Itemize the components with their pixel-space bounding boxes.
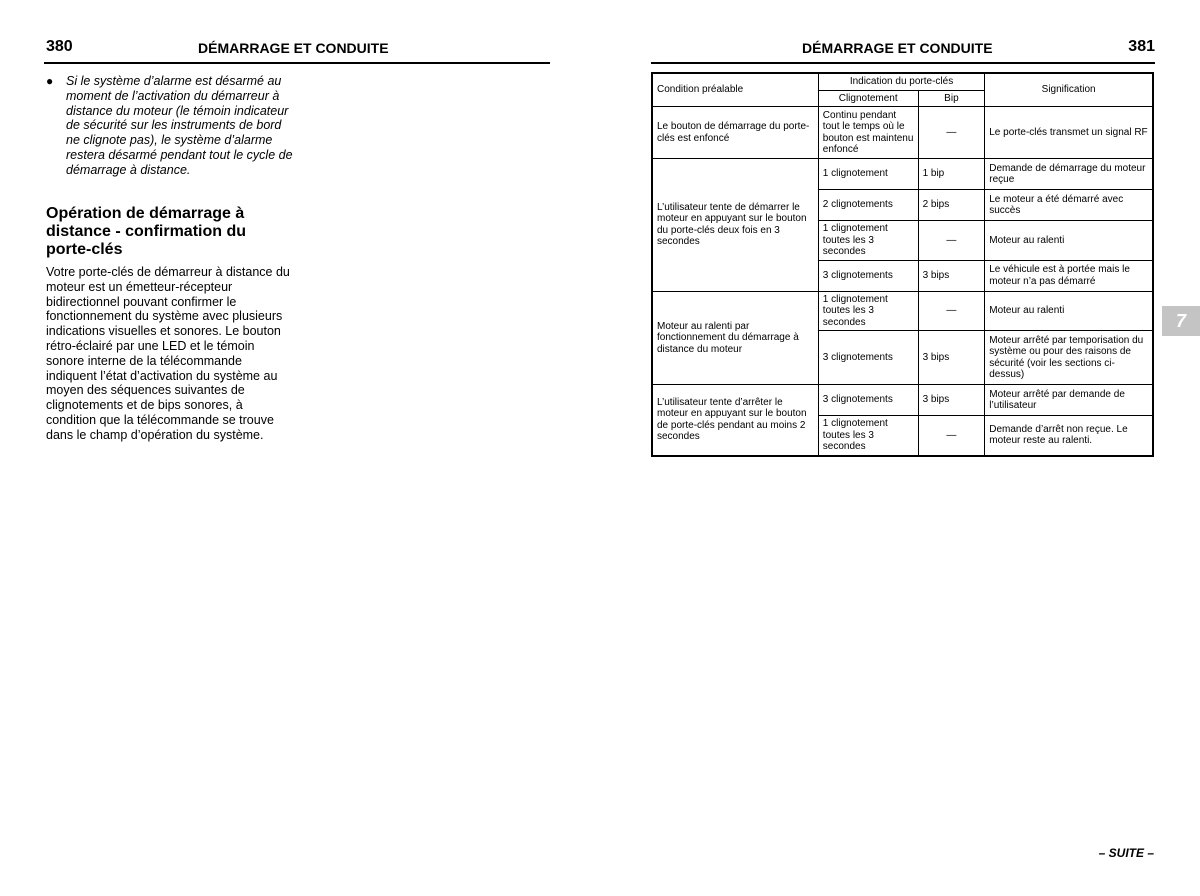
cell-bip: — <box>918 107 985 159</box>
cell-bip: 2 bips <box>918 190 985 221</box>
left-page-number: 380 <box>46 38 73 55</box>
cell-clignotement: Continu pendant tout le temps où le bouton est maintenu enfoncé <box>818 107 918 159</box>
left-page-title: DÉMARRAGE ET CONDUITE <box>198 40 389 56</box>
cell-signification: Moteur arrêté par temporisation du système ou pour des raisons de sécurité (voir les sections ci-dessus) <box>985 331 1153 385</box>
header-condition: Condition préalable <box>652 73 818 107</box>
cell-bip: — <box>918 221 985 261</box>
header-signification: Signification <box>985 73 1153 107</box>
table-row <box>652 159 1153 190</box>
cell-clignotement: 1 clignotement <box>818 159 918 190</box>
cell-bip: 1 bip <box>918 159 985 190</box>
cell-signification: Demande de démarrage du moteur reçue <box>985 159 1153 190</box>
cell-condition: L’utilisateur tente d’arrêter le moteur en appuyant sur le bouton de porte-clés pendant au moins 2 secondes <box>652 385 818 456</box>
alarm-bullet-text: Si le système d’alarme est désarmé au moment de l’activation du démarreur à distance du moteur (le témoin indicateur de sécurité sur les instruments de bord ne clignote pas), le système d’alarme restera désarmé pendant tout le cycle de démarrage à distance. <box>66 74 293 177</box>
header-clignotement: Clignotement <box>818 90 918 107</box>
cell-clignotement: 2 clignotements <box>818 190 918 221</box>
cell-condition: Le bouton de démarrage du porte-clés est enfoncé <box>652 107 818 159</box>
cell-bip: — <box>918 416 985 456</box>
cell-bip: 3 bips <box>918 385 985 416</box>
table-row <box>652 107 1153 159</box>
cell-clignotement: 3 clignotements <box>818 260 918 291</box>
left-page-header <box>44 38 550 64</box>
signals-table <box>651 72 1154 457</box>
bullet-dot-icon: ● <box>46 74 54 88</box>
cell-signification: Le porte-clés transmet un signal RF <box>985 107 1153 159</box>
cell-clignotement: 1 clignotement toutes les 3 secondes <box>818 416 918 456</box>
section-heading: Opération de démarrage à distance - confirmation du porte-clés <box>46 205 247 258</box>
cell-signification: Le véhicule est à portée mais le moteur n’a pas démarré <box>985 260 1153 291</box>
header-indication: Indication du porte-clés <box>818 73 984 90</box>
right-page-header <box>651 38 1155 64</box>
cell-clignotement: 3 clignotements <box>818 331 918 385</box>
alarm-bullet <box>46 74 296 178</box>
cell-clignotement: 1 clignotement toutes les 3 secondes <box>818 291 918 331</box>
cell-signification: Moteur au ralenti <box>985 291 1153 331</box>
table-row <box>652 385 1153 416</box>
header-bip: Bip <box>918 90 985 107</box>
body-paragraph: Votre porte-clés de démarreur à distance du moteur est un émetteur-récepteur bidirectionnel pouvant confirmer le fonctionnement du système avec plusieurs indications visuelles et sonores. Le bouton rétro-éclairé par une LED et le témoin sonore interne de la télécommande indiquent l’état d’activation du système au moyen des séquences suivantes de clignotements et de bips sonores, à condition que la télécommande se trouve dans le champ d’opération du système. <box>46 265 290 442</box>
cell-signification: Le moteur a été démarré avec succès <box>985 190 1153 221</box>
right-page-title: DÉMARRAGE ET CONDUITE <box>802 40 993 56</box>
cell-signification: Moteur au ralenti <box>985 221 1153 261</box>
cell-condition: L’utilisateur tente de démarrer le moteur en appuyant sur le bouton du porte-clés deux fois en 3 secondes <box>652 159 818 292</box>
table-header-row <box>652 73 1153 90</box>
chapter-tab: 7 <box>1162 306 1200 336</box>
cell-bip: 3 bips <box>918 260 985 291</box>
cell-clignotement: 3 clignotements <box>818 385 918 416</box>
table-row <box>652 291 1153 331</box>
cell-bip: 3 bips <box>918 331 985 385</box>
cell-signification: Demande d’arrêt non reçue. Le moteur reste au ralenti. <box>985 416 1153 456</box>
cell-clignotement: 1 clignotement toutes les 3 secondes <box>818 221 918 261</box>
cell-condition: Moteur au ralenti par fonctionnement du démarrage à distance du moteur <box>652 291 818 385</box>
cell-signification: Moteur arrêté par demande de l’utilisateur <box>985 385 1153 416</box>
continued-footer: – SUITE – <box>1098 846 1154 860</box>
cell-bip: — <box>918 291 985 331</box>
right-page-number: 381 <box>1128 38 1155 55</box>
